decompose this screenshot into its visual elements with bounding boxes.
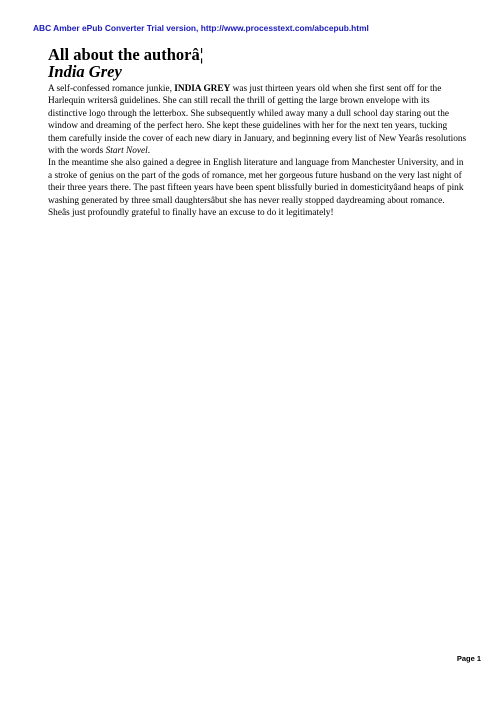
bio-text-end: .	[147, 146, 151, 157]
section-heading: All about the authorâ¦	[48, 45, 204, 64]
bio-paragraph-2: In the meantime she also gained a degree in English literature and language from Manchester University, and in a stroke of genius on the part of the gods of romance, met her gorgeous future husband on the very last night of their three years there. The past fifteen years have been spent blissfully buried in domesticityâand heaps of pink washing generated by three small daughtersâbut she has never really stopped daydreaming about romance. Sheâs just profoundly grateful to finally have an excuse to do it legitimately!	[48, 158, 464, 219]
emphasis-start-novel: Start Novel	[105, 146, 148, 157]
bio-text-intro: A self-confessed romance junkie,	[48, 84, 175, 94]
trial-banner-link[interactable]: ABC Amber ePub Converter Trial version, http://www.processtext.com/abcepub.html	[33, 23, 369, 33]
bio-text-body: was just thirteen years old when she first sent off for the Harlequin writersâ guidelines. She can still recall the thrill of getting the large brown envelope with its distinctive logo through the letterbox. She subsequently whiled away many a dull school day staring out the window and dreaming of the perfect hero. She kept these guidelines with her for the next ten years, tucking them carefully inside the cover of each new diary in January, and beginning every list of New Yearâs resolutions with the words	[48, 84, 467, 157]
page-number: Page 1	[456, 654, 481, 663]
page-content	[48, 46, 468, 219]
author-name-caps: INDIA GREY	[174, 84, 231, 94]
bio-paragraph-1	[48, 83, 468, 157]
author-name: India Grey	[48, 62, 122, 81]
